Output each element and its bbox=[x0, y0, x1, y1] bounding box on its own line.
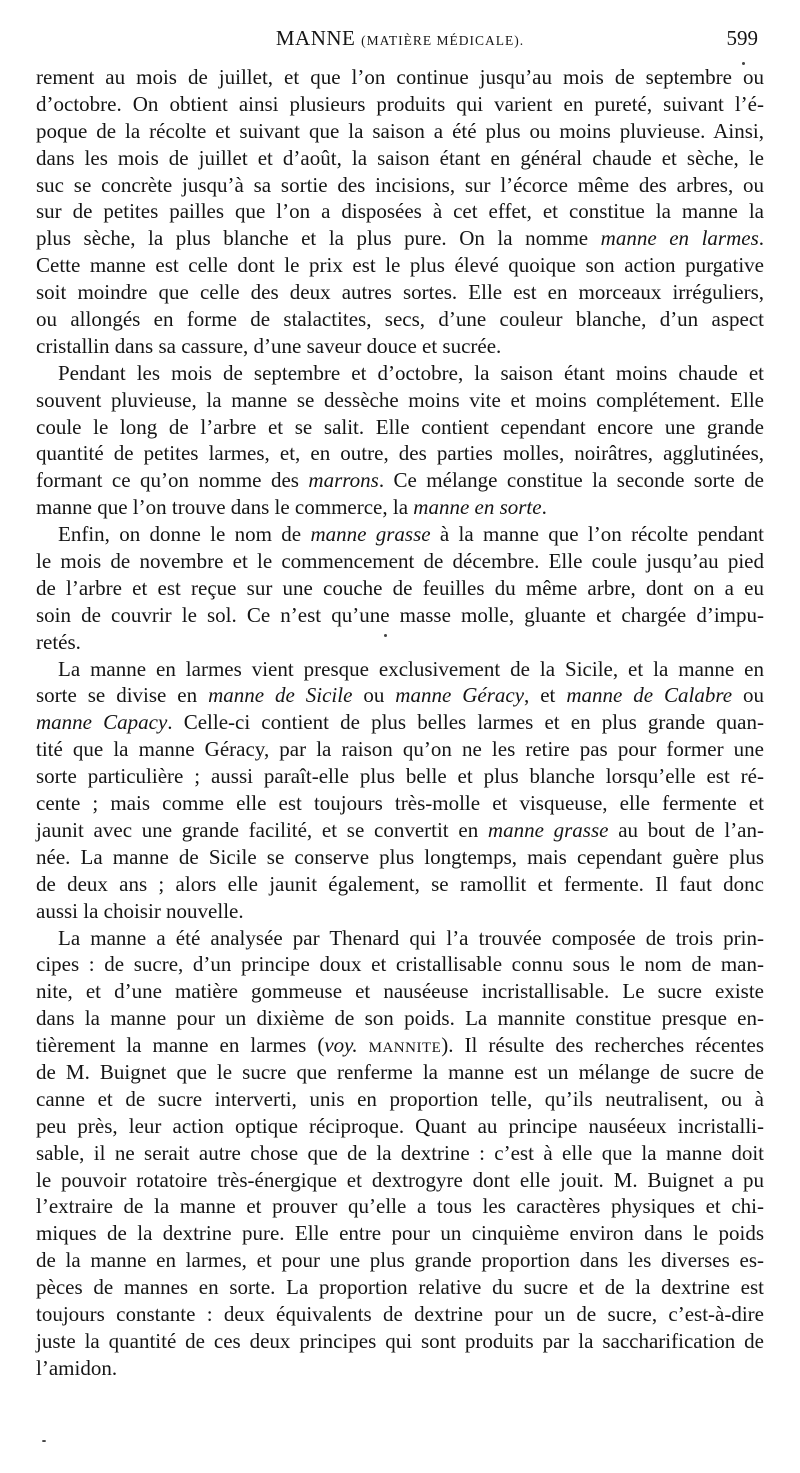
text-run: toujours constante : deux équivalents de dextrine pour un de sucre, c’est-à-dire bbox=[36, 1301, 764, 1326]
print-speck bbox=[742, 62, 745, 65]
text-line bbox=[36, 817, 764, 844]
text-run: . Ce mélange constitue la seconde sorte de bbox=[378, 468, 764, 493]
print-speck bbox=[42, 1440, 46, 1442]
text-run: l’extraire de la manne et prouver qu’elle a tous les caractères physiques et chi- bbox=[36, 1194, 764, 1219]
text-line bbox=[36, 1220, 764, 1247]
text-run: . bbox=[758, 226, 764, 251]
text-line bbox=[36, 252, 764, 279]
text-line bbox=[36, 925, 764, 952]
text-run: coule le long de l’arbre et se salit. Elle contient cependant encore une grande bbox=[36, 414, 764, 439]
italic-term: manne grasse bbox=[310, 522, 431, 547]
text-run: quantité de petites larmes, et, en outre, des parties molles, noirâtres, agglutinées, bbox=[36, 441, 764, 466]
text-run: de la manne en larmes, et pour une plus grande proportion dans les diverses es- bbox=[36, 1248, 764, 1273]
text-line bbox=[36, 64, 764, 91]
text-line bbox=[36, 225, 764, 252]
small-caps-term: MANNITE bbox=[368, 1040, 442, 1057]
text-run: souvent pluvieuse, la manne se dessèche moins vite et moins complétement. Elle bbox=[36, 387, 764, 412]
text-run: le mois de novembre et le commencement de décembre. Elle coule jusqu’au pied bbox=[36, 549, 764, 574]
text-run: aussi la choisir nouvelle. bbox=[36, 898, 244, 923]
text-line bbox=[36, 1167, 764, 1194]
text-line bbox=[36, 494, 764, 521]
text-line bbox=[36, 656, 764, 683]
text-run: cente ; mais comme elle est toujours très-molle et visqueuse, elle fermente et bbox=[36, 791, 764, 816]
text-run: poque de la récolte et suivant que la saison a été plus ou moins pluvieuse. Ainsi, bbox=[36, 118, 764, 143]
text-run: de deux ans ; alors elle jaunit également, se ramollit et fermente. Il faut donc bbox=[36, 871, 764, 896]
running-header bbox=[36, 26, 764, 56]
text-line bbox=[36, 279, 764, 306]
text-run: manne que l’on trouve dans le commerce, la bbox=[36, 495, 414, 520]
text-run: . Celle-ci contient de plus belles larmes et en plus grande quan- bbox=[167, 710, 764, 735]
text-run: Pendant les mois de septembre et d’octobre, la saison étant moins chaude et bbox=[58, 360, 764, 385]
text-run: cipes : de sucre, d’un principe doux et cristallisable connu sous le nom de man- bbox=[36, 952, 764, 977]
text-line bbox=[36, 1032, 764, 1059]
text-run: ou allongés en forme de stalactites, secs, d’une couleur blanche, d’un aspect bbox=[36, 307, 764, 332]
text-run: ou bbox=[352, 683, 396, 708]
text-run: au bout de l’an- bbox=[608, 817, 764, 842]
text-line bbox=[36, 1005, 764, 1032]
text-run: le pouvoir rotatoire très-énergique et dextrogyre dont elle jouit. M. Buignet a pu bbox=[36, 1167, 764, 1192]
running-title bbox=[36, 26, 764, 51]
text-line bbox=[36, 629, 764, 656]
text-run: peu près, leur action optique réciproque. Quant au principe nauséeux incristalli- bbox=[36, 1113, 764, 1138]
text-run: tité que la manne Géracy, par la raison qu’on ne les retire pas pour former une bbox=[36, 737, 764, 762]
text-line bbox=[36, 521, 764, 548]
text-run: retés. bbox=[36, 629, 81, 654]
text-run: d’octobre. On obtient ainsi plusieurs produits qui varient en pureté, suivant l’é- bbox=[36, 91, 764, 116]
running-title-sub: (MATIÈRE MÉDICALE). bbox=[361, 33, 525, 48]
text-line bbox=[36, 1274, 764, 1301]
text-line bbox=[36, 1086, 764, 1113]
text-line bbox=[36, 951, 764, 978]
text-line bbox=[36, 1301, 764, 1328]
text-line bbox=[36, 790, 764, 817]
text-line bbox=[36, 306, 764, 333]
text-run bbox=[358, 1033, 369, 1057]
text-line bbox=[36, 1328, 764, 1355]
italic-term: manne en larmes bbox=[600, 226, 759, 251]
text-run: de M. Buignet que le sucre que renferme la manne est un mélange de sucre de bbox=[36, 1059, 764, 1084]
text-run: sur de petites pailles que l’on a disposées à cet effet, et constitue la manne la bbox=[36, 199, 764, 224]
text-run: pèces de mannes en sorte. La proportion relative du sucre et de la dextrine est bbox=[36, 1275, 764, 1300]
text-line bbox=[36, 360, 764, 387]
print-speck bbox=[384, 634, 387, 637]
text-line bbox=[36, 1193, 764, 1220]
text-run: , et bbox=[524, 683, 567, 708]
text-line bbox=[36, 763, 764, 790]
text-line bbox=[36, 736, 764, 763]
text-line bbox=[36, 118, 764, 145]
text-line bbox=[36, 709, 764, 736]
text-line bbox=[36, 414, 764, 441]
text-line bbox=[36, 1355, 764, 1382]
italic-term: manne de Calabre bbox=[566, 683, 733, 708]
italic-term: manne Capacy bbox=[36, 710, 168, 735]
italic-term: manne en sorte bbox=[413, 495, 542, 520]
text-line bbox=[36, 145, 764, 172]
text-line bbox=[36, 575, 764, 602]
text-line bbox=[36, 898, 764, 925]
italic-term: manne Géracy bbox=[395, 683, 525, 708]
text-run: suc se concrète jusqu’à sa sortie des incisions, sur l’écorce même des arbres, ou bbox=[36, 172, 764, 197]
text-run: dans les mois de juillet et d’août, la saison étant en général chaude et sèche, le bbox=[36, 145, 764, 170]
text-run: soin de couvrir le sol. Ce n’est qu’une masse molle, gluante et chargée d’impu- bbox=[36, 602, 764, 627]
text-run: de l’arbre et est reçue sur une couche de feuilles du même arbre, dont on a eu bbox=[36, 575, 764, 600]
text-line bbox=[36, 172, 764, 199]
text-run: ou bbox=[732, 683, 765, 708]
text-line bbox=[36, 387, 764, 414]
text-line bbox=[36, 682, 764, 709]
text-run: sorte se divise en bbox=[36, 683, 209, 708]
text-line bbox=[36, 467, 764, 494]
text-run: sorte particulière ; aussi paraît-elle plus belle et plus blanche lorsqu’elle est ré- bbox=[36, 764, 764, 789]
text-run: juste la quantité de ces deux principes qui sont produits par la saccharification de bbox=[36, 1328, 764, 1353]
running-title-main: MANNE bbox=[275, 26, 356, 50]
text-run: jaunit avec une grande facilité, et se convertit en bbox=[36, 817, 488, 842]
text-run: cristallin dans sa cassure, d’une saveur douce et sucrée. bbox=[36, 333, 502, 358]
page-number: 599 bbox=[726, 26, 758, 50]
text-line bbox=[36, 871, 764, 898]
text-run: née. La manne de Sicile se conserve plus longtemps, mais cependant guère plus bbox=[36, 844, 764, 869]
text-run: Enfin, on donne le nom de bbox=[58, 522, 311, 547]
text-line bbox=[36, 1059, 764, 1086]
text-run: à la manne que l’on récolte pendant bbox=[430, 522, 764, 547]
text-run: formant ce qu’on nomme des bbox=[36, 468, 309, 493]
text-run: rement au mois de juillet, et que l’on continue jusqu’au mois de septembre ou bbox=[36, 65, 764, 89]
text-run: ). Il résulte des recherches récentes bbox=[441, 1033, 765, 1058]
italic-term: manne de Sicile bbox=[208, 683, 353, 708]
text-run: miques de la dextrine pure. Elle entre pour un cinquième environ dans le poids bbox=[36, 1221, 764, 1246]
text-run: tièrement la manne en larmes ( bbox=[36, 1033, 325, 1058]
text-run: sable, il ne serait autre chose que de la dextrine : c’est à elle que la manne doit bbox=[36, 1140, 764, 1165]
text-run: La manne en larmes vient presque exclusivement de la Sicile, et la manne en bbox=[58, 656, 764, 681]
text-run: . bbox=[541, 495, 547, 520]
text-run: l’amidon. bbox=[36, 1355, 118, 1380]
text-line bbox=[36, 1140, 764, 1167]
text-run: plus sèche, la plus blanche et la plus pure. On la nomme bbox=[36, 226, 601, 251]
text-line bbox=[36, 978, 764, 1005]
text-run: La manne a été analysée par Thenard qui l’a trouvée composée de trois prin- bbox=[58, 925, 764, 950]
text-run: soit moindre que celle des deux autres sortes. Elle est en morceaux irréguliers, bbox=[36, 280, 764, 305]
italic-term: voy. bbox=[324, 1033, 358, 1058]
text-line bbox=[36, 602, 764, 629]
text-line bbox=[36, 440, 764, 467]
text-run: Cette manne est celle dont le prix est le plus élevé quoique son action purgative bbox=[36, 253, 764, 278]
text-run: dans la manne pour un dixième de son poids. La mannite constitue presque en- bbox=[36, 1006, 764, 1031]
text-run: nite, et d’une matière gommeuse et nauséeuse incristallisable. Le sucre existe bbox=[36, 979, 764, 1004]
italic-term: manne grasse bbox=[487, 817, 609, 842]
text-line bbox=[36, 91, 764, 118]
text-run: canne et de sucre interverti, unis en proportion telle, qu’ils neutralisent, ou à bbox=[36, 1086, 764, 1111]
body-text bbox=[36, 64, 764, 1382]
italic-term: marrons bbox=[308, 468, 379, 493]
text-line bbox=[36, 1247, 764, 1274]
text-line bbox=[36, 198, 764, 225]
text-line bbox=[36, 1113, 764, 1140]
text-line bbox=[36, 844, 764, 871]
text-line bbox=[36, 333, 764, 360]
text-line bbox=[36, 548, 764, 575]
